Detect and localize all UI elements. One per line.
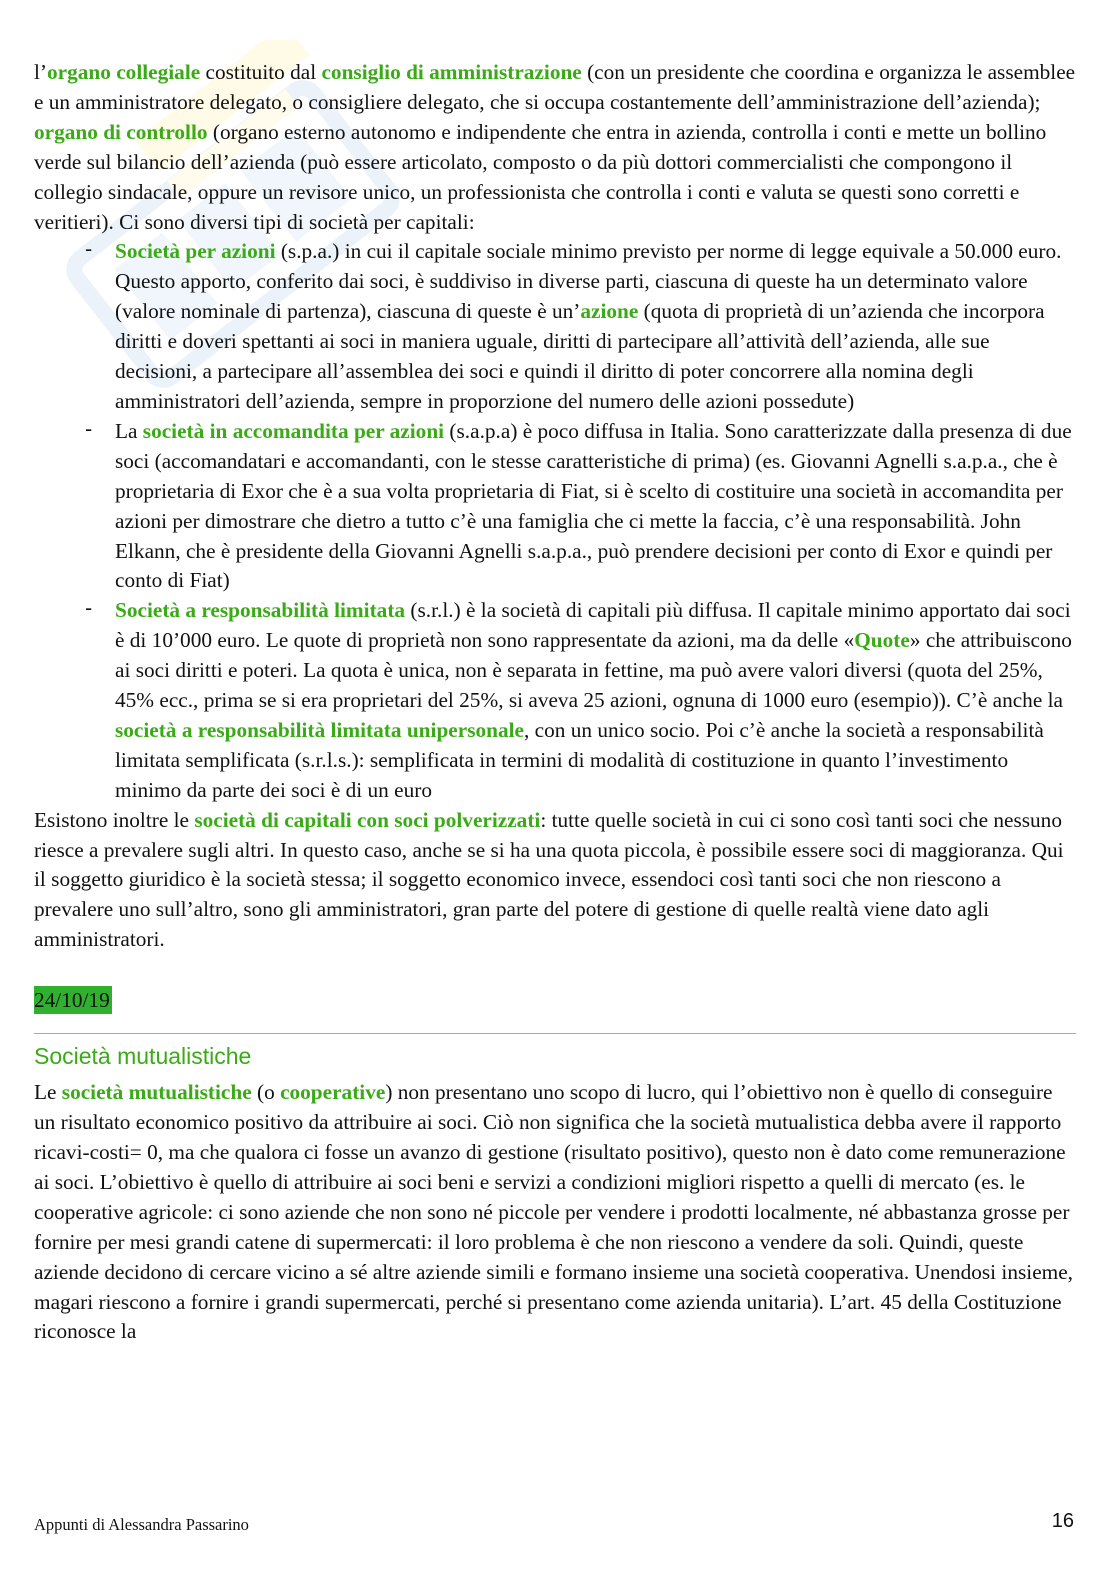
document-body bbox=[34, 58, 1076, 1347]
lecture-date: 24/10/19 bbox=[34, 988, 110, 1013]
term-srl-unipersonale: società a responsabilità limitata unipersonale bbox=[115, 717, 524, 742]
page-number: 16 bbox=[1051, 1510, 1074, 1532]
footer-author: Appunti di Alessandra Passarino bbox=[34, 1515, 249, 1534]
term-organo-collegiale: organo collegiale bbox=[47, 60, 201, 84]
term-soci-polverizzati: società di capitali con soci polverizzati bbox=[194, 807, 541, 832]
term-cooperative: cooperative bbox=[280, 1080, 386, 1105]
term-azione: azione bbox=[580, 299, 639, 324]
section-title: Società mutualistiche bbox=[34, 1043, 252, 1070]
list-item-sapa: - La società in accomandita per azioni (s.a.p.a) è poco diffusa in Italia. Sono caratterizzate dalla presenza di due soci (accomandatari e accomandanti, con le stesse caratteristiche di prima) (es. Giovanni Agnelli s.a.p.a., che è proprietaria di Exor che è a sua volta proprietaria di Fiat, si è scelto di costituire una società in accomandita per azioni per dimostrare che dietro a tutto c’è una famiglia che ci mette la faccia, c’è una responsabilità. John Elkann, che è presidente della Giovanni Agnelli s.a.p.a., può prendere decisioni per conto di Exor e quindi per conto di Fiat) bbox=[115, 417, 1076, 596]
list-item-spa: - Società per azioni (s.p.a.) in cui il capitale sociale minimo previsto per norme di legge equivale a 50.000 euro. Questo apporto, conferito dai soci, è suddiviso in diverse parti, ciascuna di queste ha un determinato valore (valore nominale di partenza), ciascuna di queste è un’azione (quota di proprietà di un’azienda che incorpora diritti e doveri spettanti ai soci in maniera uguale, diritti di partecipare all’attività dell’azienda, alle sue decisioni, a partecipare all’assemblea dei soci e quindi il diritto di poter concorrere alla nomina degli amministratori dell’azienda, sempre in proporzione del numero delle azioni possedute) bbox=[115, 237, 1076, 416]
term-societa-per-azioni: Società per azioni bbox=[115, 239, 276, 264]
term-societa-mutualistiche: società mutualistiche bbox=[61, 1080, 252, 1105]
section-divider bbox=[34, 1033, 1076, 1034]
term-responsabilita-limitata: Società a responsabilità limitata bbox=[115, 598, 406, 623]
term-accomandita-per-azioni: società in accomandita per azioni bbox=[142, 418, 445, 443]
polverizzati-paragraph: Esistono inoltre le società di capitali con soci polverizzati: tutte quelle società in cui ci sono così tanti soci che nessuno riesce a prevalere sugli altri. In questo caso, anche se si ha una quota piccola, è possibile essere soci di maggioranza. Qui il soggetto giuridico è la società stessa; il soggetto economico invece, essendoci così tanti soci che non riescono a prevalere uno sull’altro, sono gli amministratori, gran parte del potere di gestione di quelle realtà viene dato agli amministratori. bbox=[34, 807, 1064, 952]
term-consiglio-amministrazione: consiglio di amministrazione bbox=[321, 60, 582, 84]
term-organo-controllo: organo di controllo bbox=[34, 119, 208, 144]
company-types-list bbox=[34, 237, 1076, 805]
intro-paragraph: l’organo collegiale costituito dal consiglio di amministrazione (con un presidente che coordina e organizza le assemblee e un amministratore delegato, o consigliere delegato, che si occupa costantemente dell’amministrazione dell’azienda); organo di controllo (organo esterno autonomo e indipendente che entra in azienda, controlla i conti e mette un bollino verde sul bilancio dell’azienda (può essere articolato, composto o da più dottori commercialisti che compongono il collegio sindacale, oppure un revisore unico, un professionista che controlla i conti e valuta se questi sono corretti e veritieri). Ci sono diversi tipi di società per capitali: bbox=[34, 60, 1076, 234]
mutual-paragraph: Le società mutualistiche (o cooperative) non presentano uno scopo di lucro, qui l’obiettivo non è quello di conseguire un risultato economico positivo da attribuire ai soci. Ciò non significa che la società mutualistica debba avere il rapporto ricavi-costi= 0, ma che qualora ci fosse un avanzo di gestione (risultato positivo), questo non è dato come remunerazione ai soci. L’obiettivo è quello di attribuire ai soci beni e servizi a condizioni migliori rispetto a quelli di mercato (es. le cooperative agricole: ci sono aziende che non sono né piccole per vendere i prodotti localmente, né abbastanza grosse per fornire per mesi grandi catene di supermercati: il loro problema è che non riescono a vendere da soli. Quindi, queste aziende decidono di cercare vicino a sé altre aziende simili e formano insieme una società cooperativa. Unendosi insieme, magari riescono a fornire i grandi supermercati, perché si presentano come azienda unitaria). L’art. 45 della Costituzione riconosce la bbox=[34, 1080, 1073, 1344]
list-item-srl: - Società a responsabilità limitata (s.r.l.) è la società di capitali più diffusa. Il capitale minimo apportato dai soci è di 10’000 euro. Le quote di proprietà non sono rappresentate da azioni, ma da delle «Quote» che attribuiscono ai soci diritti e poteri. La quota è unica, non è separata in fettine, ma può avere valori diversi (quota del 25%, 45% ecc., prima se si era proprietari del 25%, si aveva 25 azioni, ognuna di 1000 euro (esempio)). C’è anche la società a responsabilità limitata unipersonale, con un unico socio. Poi c’è anche la società a responsabilità limitata semplificata (s.r.l.s.): semplificata in termini di modalità di costituzione in quanto l’investimento minimo da parte dei soci è di un euro bbox=[115, 596, 1076, 805]
term-quote: Quote bbox=[854, 628, 910, 653]
